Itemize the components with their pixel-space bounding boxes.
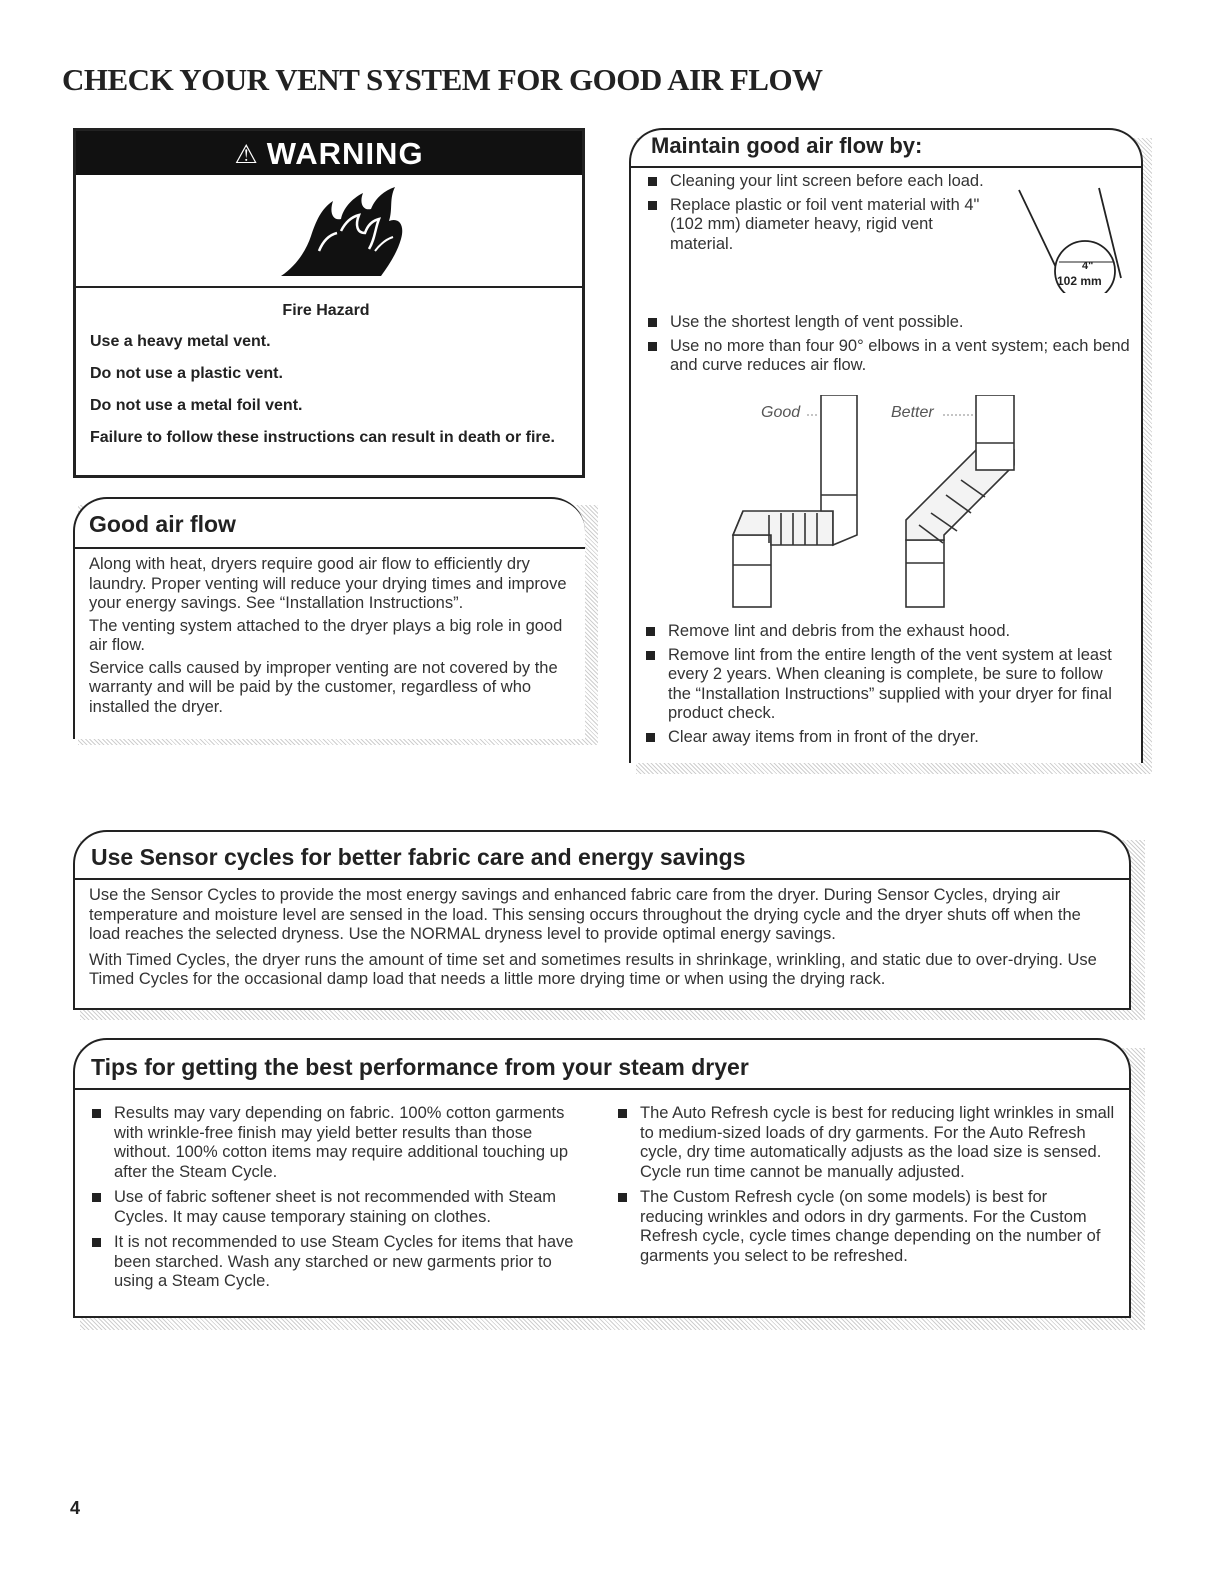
maintain-list-bottom <box>643 622 1113 753</box>
warning-line: Do not use a metal foil vent. <box>90 397 303 414</box>
maintain-panel <box>629 128 1143 763</box>
list-item: Clear away items from in front of the dryer. <box>643 728 1113 748</box>
maintain-list-mid <box>645 313 1131 382</box>
list-item: Use of fabric softener sheet is not recommended with Steam Cycles. It may cause temporary staining on clothes. <box>89 1188 579 1227</box>
list-item: Use the shortest length of vent possible. <box>645 313 1131 333</box>
tips-list-right <box>615 1104 1115 1272</box>
list-item: It is not recommended to use Steam Cycles for items that have been starched. Wash any starched or new garments prior to using a Steam Cycle. <box>89 1233 579 1292</box>
paragraph: With Timed Cycles, the dryer runs the amount of time set and sometimes results in shrinkage, wrinkling, and static due to over-drying. Use Timed Cycles for the occasional damp load that needs a little more drying time or when using the drying rack. <box>89 950 1097 988</box>
vent-elbows-diagram <box>721 395 1121 625</box>
list-item: Cleaning your lint screen before each load. <box>645 172 995 192</box>
warning-text <box>90 301 562 460</box>
list-item: Results may vary depending on fabric. 100% cotton garments with wrinkle-free finish may yield better results than those without. 100% cotton items may require additional touching up after the Steam Cycle. <box>89 1104 579 1182</box>
good-air-flow-body <box>89 555 569 720</box>
hazard-title: Fire Hazard <box>282 302 370 319</box>
warning-label: WARNING <box>266 136 424 171</box>
diagram-label-better: Better <box>891 404 934 421</box>
page-number: 4 <box>70 1498 81 1518</box>
maintain-title: Maintain good air flow by: <box>651 133 923 158</box>
paragraph: Along with heat, dryers require good air flow to efficiently dry laundry. Proper venting will reduce your drying times and improve your energy savings. See “Installation Instructions”. <box>89 555 567 612</box>
good-air-flow-title: Good air flow <box>89 511 236 537</box>
list-item: Replace plastic or foil vent material with 4" (102 mm) diameter heavy, rigid vent material. <box>645 196 995 255</box>
warning-line: Use a heavy metal vent. <box>90 333 271 350</box>
warning-triangle-icon: ⚠ <box>234 139 259 169</box>
vent-diameter-diagram <box>999 158 1139 293</box>
diagram-label-good: Good <box>761 404 801 421</box>
warning-line: Failure to follow these instructions can result in death or fire. <box>90 429 555 446</box>
good-air-flow-panel <box>73 497 585 739</box>
diameter-label-mm: 102 mm <box>1057 274 1102 288</box>
diameter-label-inch: 4" <box>1082 260 1094 272</box>
warning-box <box>73 128 585 478</box>
tips-panel <box>73 1038 1131 1318</box>
paragraph: The venting system attached to the dryer plays a big role in good air flow. <box>89 616 563 654</box>
list-item: Use no more than four 90° elbows in a vent system; each bend and curve reduces air flow. <box>645 337 1131 376</box>
paragraph: Service calls caused by improper venting are not covered by the warranty and will be paid by the customer, regardless of who installed the dryer. <box>89 658 558 716</box>
list-item: The Custom Refresh cycle (on some models) is best for reducing wrinkles and odors in dry garments. For the Custom Refresh cycle, cycle times change depending on the number of garments you select to be refreshed. <box>615 1188 1115 1266</box>
warning-header <box>76 131 582 175</box>
list-item: The Auto Refresh cycle is best for reducing light wrinkles in small to medium-sized loads of dry garments. For the Auto Refresh cycle, dry time automatically adjusts as the load size is sensed. Cycle run time cannot be manually adjusted. <box>615 1104 1115 1182</box>
tips-list-left <box>89 1104 579 1298</box>
tips-title: Tips for getting the best performance from your steam dryer <box>91 1054 749 1080</box>
page-title: CHECK YOUR VENT SYSTEM FOR GOOD AIR FLOW <box>62 62 823 97</box>
list-item: Remove lint and debris from the exhaust hood. <box>643 622 1113 642</box>
list-item: Remove lint from the entire length of the vent system at least every 2 years. When cleaning is complete, be sure to follow the “Installation Instructions” supplied with your dryer for final product check. <box>643 646 1113 724</box>
sensor-title: Use Sensor cycles for better fabric care and energy savings <box>91 844 746 870</box>
sensor-body <box>89 886 1109 993</box>
maintain-list-top <box>645 172 995 260</box>
warning-line: Do not use a plastic vent. <box>90 365 283 382</box>
sensor-panel <box>73 830 1131 1010</box>
paragraph: Use the Sensor Cycles to provide the most energy savings and enhanced fabric care from the dryer. During Sensor Cycles, drying air temperature and moisture level are sensed in the load. This sensing occurs throughout the drying cycle and the dryer shuts off when the load reaches the selected dryness. Use the NORMAL dryness level to provide optimal energy savings. <box>89 886 1081 943</box>
fire-icon <box>271 181 411 281</box>
